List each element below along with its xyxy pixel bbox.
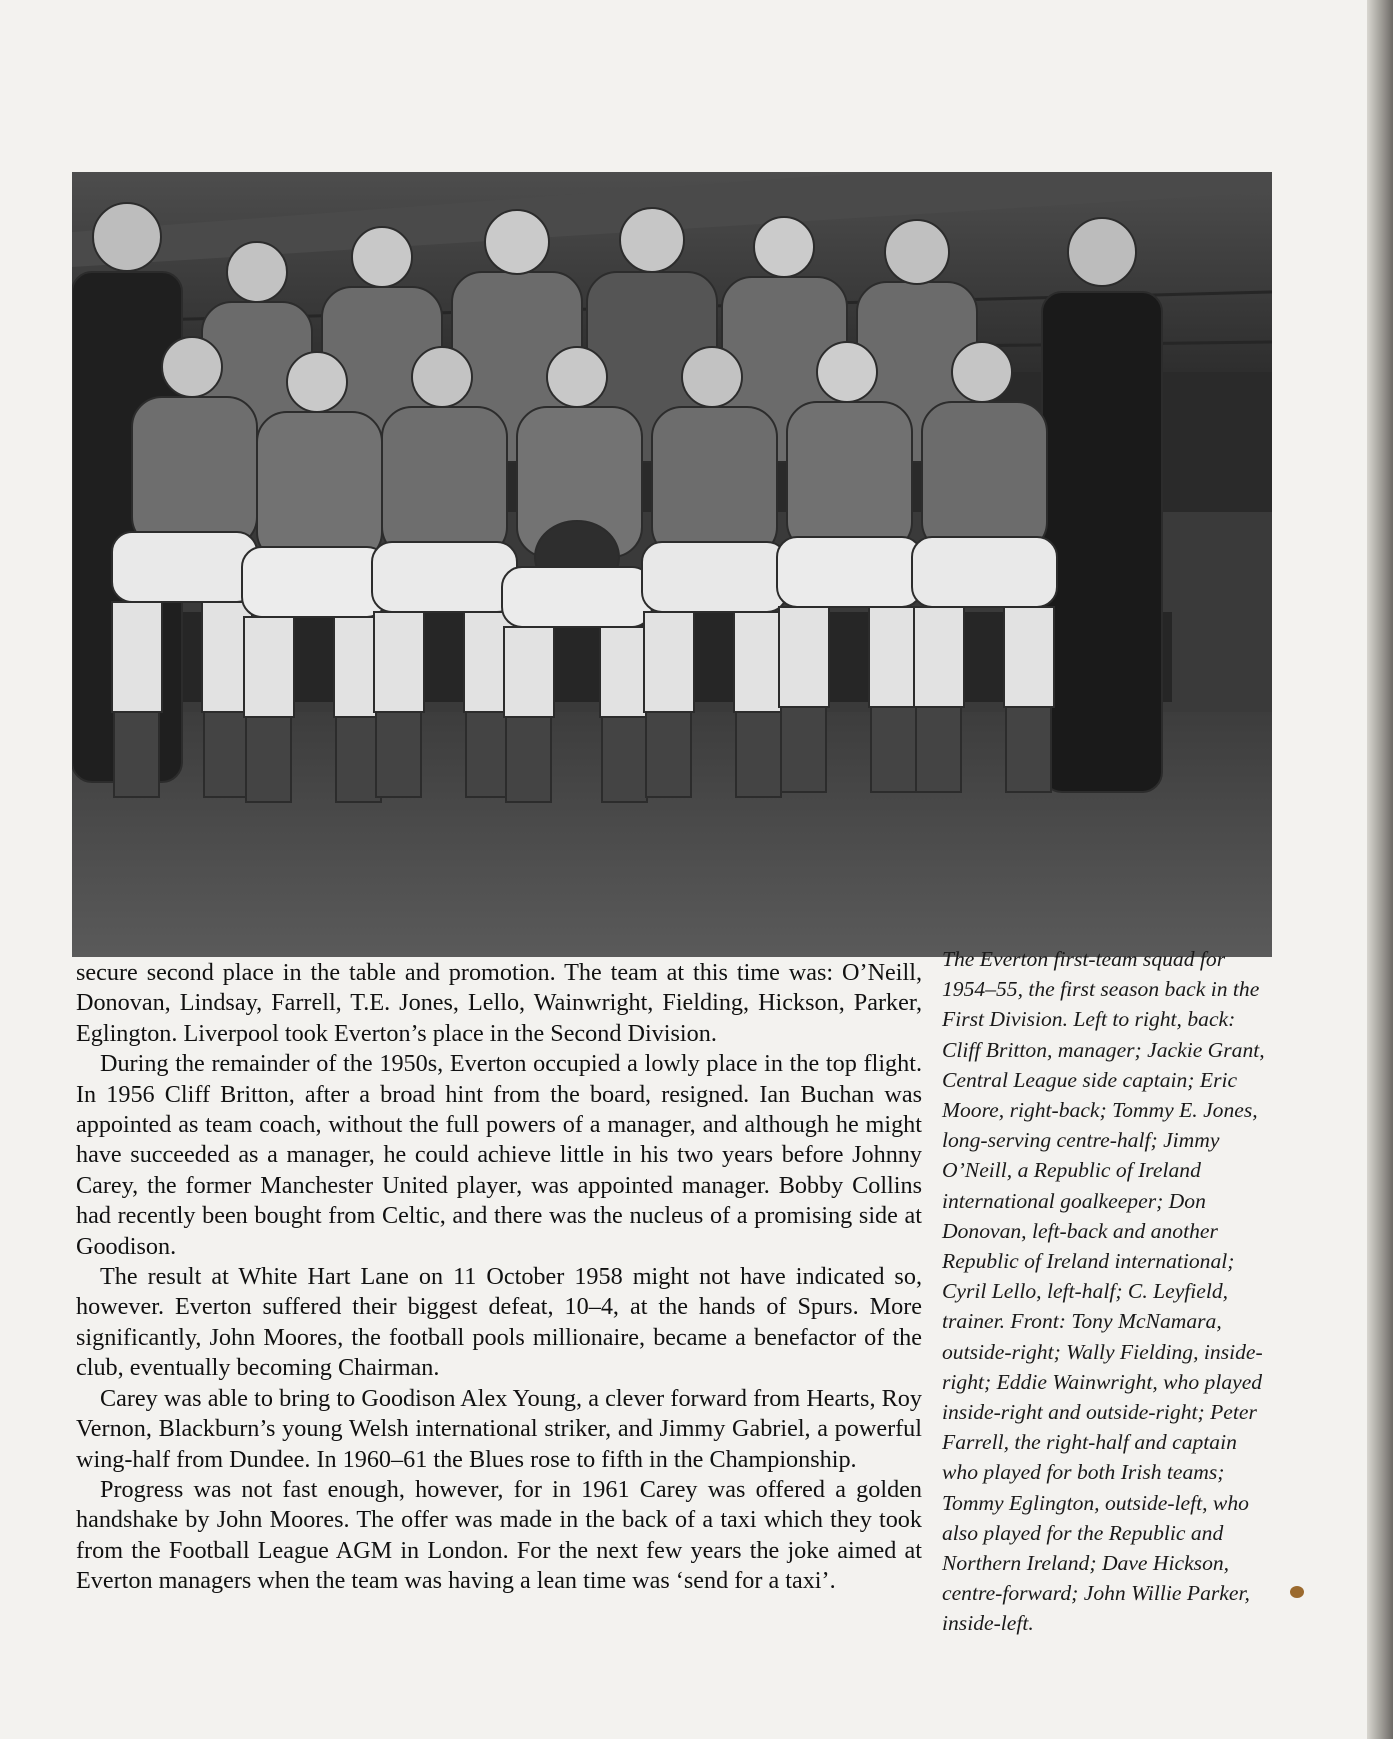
body-paragraph: During the remainder of the 1950s, Everton occupied a lowly place in the top flight. In 1956 Cliff Britton, after a broad hint from the board, resigned. Ian Buchan was appointed as team coach, without the full powers of a manager, and although he might have succeeded as a manager, he could achieve little in his two years before Johnny Carey, the former Manchester United player, was appointed manager. Bobby Collins had recently been bought from Celtic, and there was the nucleus of a promising side at Goodison.	[76, 1050, 922, 1260]
body-paragraph: secure second place in the table and promotion. The team at this time was: O’Neill, Donovan, Lindsay, Farrell, T.E. Jones, Lello, Wainwright, Fielding, Hickson, Parker, Eglington. Liverpool took Everton’s place in the Second Division.	[76, 959, 922, 1047]
team-photograph	[72, 172, 1272, 957]
photo-caption: The Everton first-team squad for 1954–55, the first season back in the First Division. Left to right, back: Cliff Britton, manager; Jackie Grant, Central League side captain; Eric Moore, right-back; Tommy E. Jones, long-serving centre-half; Jimmy O’Neill, a Republic of Ireland international goalkeeper; Don Donovan, left-back and another Republic of Ireland international; Cyril Lello, left-half; C. Leyfield, trainer. Front: Tony McNamara, outside-right; Wally Fielding, inside-right; Eddie Wainwright, who played inside-right and outside-right; Peter Farrell, the right-half and captain who played for both Irish teams; Tommy Eglington, outside-left, who also played for the Republic and Northern Ireland; Dave Hickson, centre-forward; John Willie Parker, inside-left.	[942, 947, 1265, 1636]
page-stain	[1290, 1586, 1304, 1598]
body-paragraph: Progress was not fast enough, however, for in 1961 Carey was offered a golden handshake by John Moores. The offer was made in the back of a taxi which they took from the Football League AGM in London. For the next few years the joke aimed at Everton managers when the team was having a lean time was ‘send for a taxi’.	[76, 1475, 922, 1595]
team-photo-illustration	[72, 172, 1272, 957]
page-edge	[1367, 0, 1393, 1739]
body-paragraph: Carey was able to bring to Goodison Alex Young, a clever forward from Hearts, Roy Vernon, Blackburn’s young Welsh international striker, and Jimmy Gabriel, a powerful wing-half from Dundee. In 1960–61 the Blues rose to fifth in the Championship.	[76, 1384, 922, 1473]
body-text	[76, 958, 922, 1597]
body-paragraph: The result at White Hart Lane on 11 October 1958 might not have indicated so, however. Everton suffered their biggest defeat, 10–4, at the hands of Spurs. More significantly, John Moores, the football pools millionaire, became a benefactor of the club, eventually becoming Chairman.	[76, 1263, 922, 1382]
